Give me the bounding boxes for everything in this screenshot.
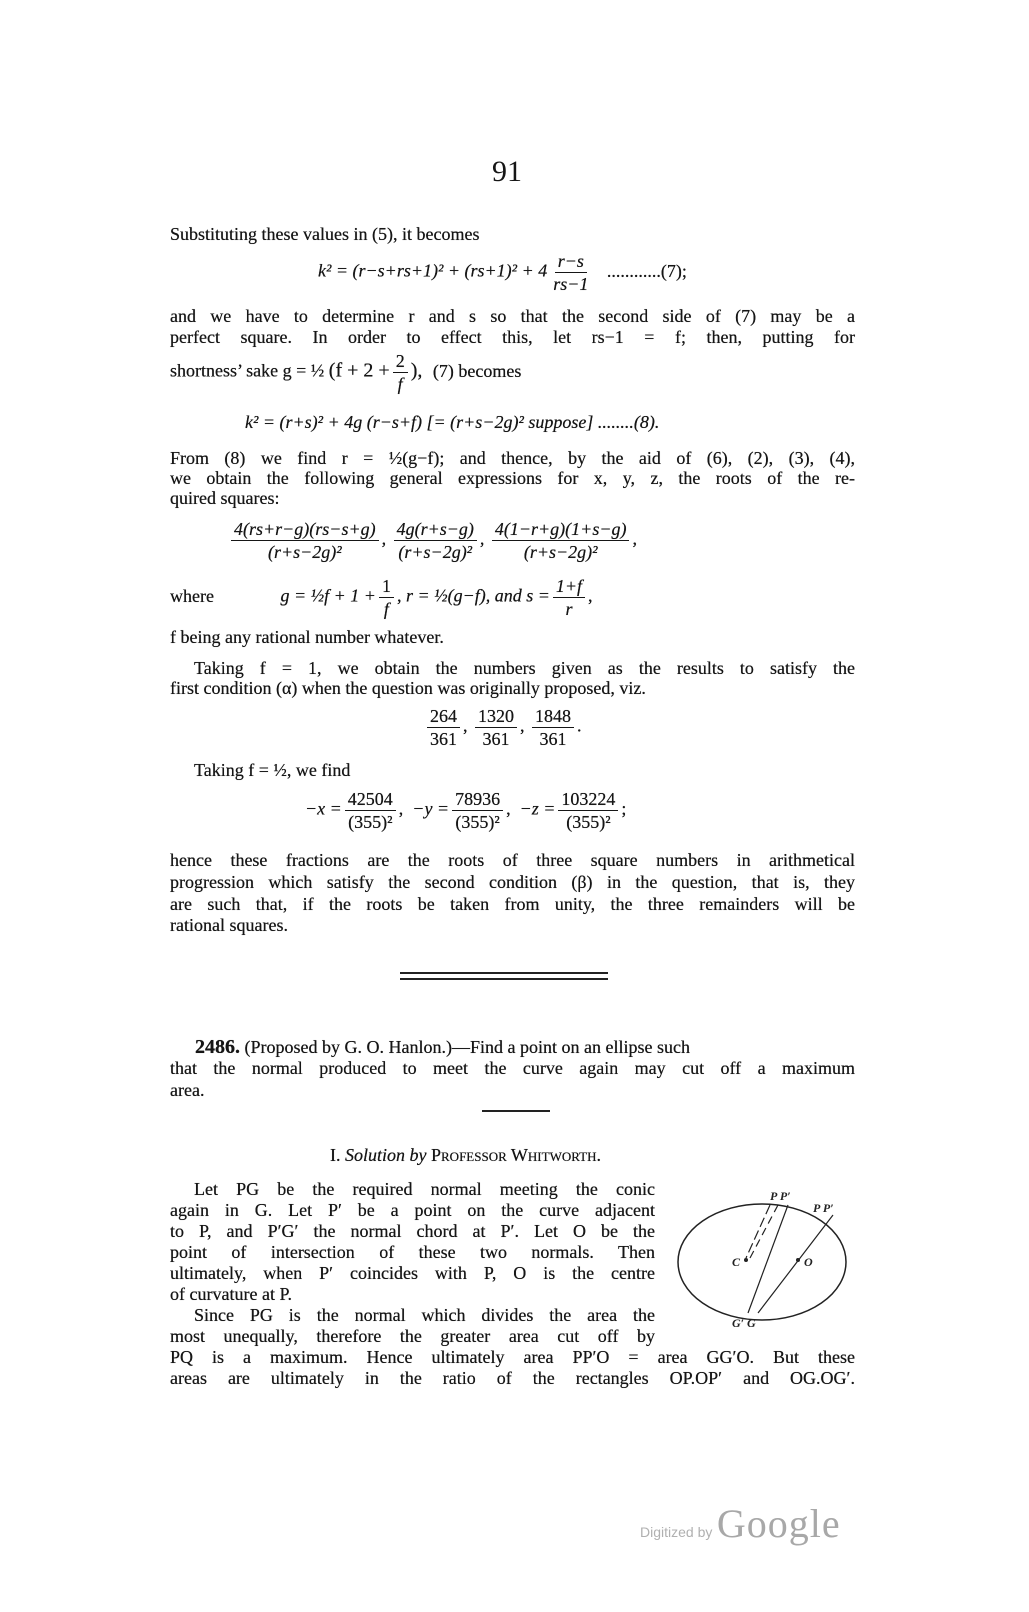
f1-frac-den: 361 [539,729,567,749]
para2-line3: quired squares: [170,488,280,508]
normal-pg [748,1205,788,1313]
where-g-den: f [383,599,389,619]
solution-heading [330,1145,1015,1166]
radius-cp-prime [750,1205,778,1258]
para4-line4: rational squares. [170,915,288,935]
f1-frac-den: 361 [430,729,457,749]
solution-line: areas are ultimately in the ratio of the rectangles OP.OP′ and OG.OG′. [170,1368,855,1388]
problem-line2: that the normal produced to meet the curve again may cut off a maximum [170,1058,855,1078]
frac-z-den: (r+s−2g)² [523,542,598,562]
general-expressions: $\frac{4(rs+r-g)(rs-s+g)}{\text{(r+s−2g)²}}$ , $\frac{4g(r+s-g)}{\text{(r+s−2g)²}}$ , $\frac{4(1-r+g)(1+s-g)}{\text{(r+s−2g)²}}$ , [228,518,637,563]
heading-italic: Solution by [345,1145,427,1165]
shortness-post: (7) becomes [432,360,522,381]
problem-number: 2486. [195,1036,240,1058]
para4-line3: are such that, if the roots be taken from unity, the three remainders will be [170,894,855,914]
shortness-num: 2 [393,350,408,373]
page-number: 91 [492,155,522,188]
problem-line3: area. [170,1080,205,1100]
point-o [796,1258,800,1262]
label-c: C [732,1255,741,1269]
para4-line2: progression which satisfy the second condition (β) in the question, that is, they [170,872,855,892]
problem-text: (Proposed by G. O. Hanlon.)—Find a point on an ellipse such [244,1037,690,1057]
f1-frac-num: 264 [427,705,460,728]
solution-line: again in G. Let P′ be a point on the curve adjacent [170,1200,655,1220]
root-y-lhs: −y = [412,798,450,819]
where-line: where g = ½f + 1 + $\frac{1}{f}$ , r = ½(g−f), and s = $\frac{1+f}{r}$ , [170,576,593,619]
solution-line: Let PG be the required normal meeting the conic [194,1179,655,1199]
shortness-close: ), [410,359,423,382]
frac-y-den: (r+s−2g)² [398,542,473,562]
where-g: g = ½f + 1 + [280,585,376,606]
taking-half-line: Taking f = ½, we find [194,760,351,780]
para4-line1: hence these fractions are the roots of three square numbers in arithmetical [170,850,855,870]
solution-line: of curvature at P. [170,1284,292,1304]
ellipse-normal-figure [670,1180,860,1330]
label-gg: G′ G [732,1316,756,1330]
para3-line2: first condition (α) when the question was originally proposed, viz. [170,678,646,698]
solution-line: Since PG is the normal which divides the area the [194,1305,655,1325]
problem-line1 [195,1037,855,1058]
root-x-den: (355)² [348,812,393,832]
heading-author: Professor Whitworth. [431,1145,601,1165]
root-x-num: 42504 [345,788,396,811]
root-x-lhs: −x = [305,798,342,819]
para2-line1: From (8) we find r = ½(g−f); and thence, by the aid of (6), (2), (3), (4), [170,448,855,468]
para2-line2: we obtain the following general expressions for x, y, z, the roots of the re- [170,468,855,488]
label-o: O [804,1255,813,1269]
eq7-num: r−s [555,250,587,273]
shortness-inner: (f + 2 + [328,359,390,382]
solution-line: to P, and P′G′ the normal chord at P′. Let O be the [170,1221,655,1241]
f-any-line: f being any rational number whatever. [170,627,444,647]
where-g-num: 1 [379,575,394,598]
f1-frac-den: 361 [482,729,510,749]
where-r: , r = ½(g−f), and s = [396,585,550,606]
eq7-lhs: k² = (r−s+rs+1)² + (rs+1)² + 4 [318,260,548,281]
section-divider-bottom [400,978,608,980]
heading-num: I. [330,1145,341,1165]
frac-y-num: 4g(r+s−g) [394,518,477,541]
solution-line: PQ is a maximum. Hence ultimately area PP′O = area GG′O. But these [170,1347,855,1367]
google-watermark [640,1500,841,1547]
equation-7 [318,250,687,295]
solution-line: ultimately, when P′ coincides with P, O is the centre [170,1263,655,1283]
root-z-den: (355)² [566,812,611,832]
half-roots: −x = $\frac{42504}{\text{(355)²}}$ , −y = $\frac{78936}{\text{(355)²}}$ , −z = $\frac{103224}{\text{(355)²}}$ ; [305,789,627,832]
normal-pg-prime [758,1215,833,1313]
frac-z-num: 4(1−r+g)(1+s−g) [492,518,630,541]
where-s-num: 1+f [553,575,585,598]
solution-line: point of intersection of these two normals. Then [170,1242,655,1262]
solution-line: most unequally, therefore the greater area cut off by [170,1326,655,1346]
root-y-num: 78936 [452,788,503,811]
watermark-logo: Google [716,1501,841,1546]
root-z-num: 103224 [558,788,618,811]
equation-8: k² = (r+s)² + 4g (r−s+f) [= (r+s−2g)² suppose] ........(8). [245,412,660,432]
f1-frac-num: 1320 [475,705,517,728]
radius-cp [746,1205,770,1258]
label-pp-right: P P′ [813,1201,834,1215]
eq7-den: rs−1 [553,274,589,294]
f1-frac-num: 1848 [532,705,574,728]
f1-fractions: $\frac{264}{361}$ , $\frac{1320}{361}$ , $\frac{1848}{361}$ . [424,705,582,750]
root-z-lhs: −z = [519,798,556,819]
para3-line1: Taking f = 1, we obtain the numbers given as the results to satisfy the [194,658,855,678]
label-pp-top: P P′ [770,1189,791,1203]
shortness-pre: shortness’ sake g = ½ [170,360,325,381]
watermark-small: Digitized by [640,1524,713,1540]
section-divider-top [400,972,608,974]
short-divider [482,1110,550,1112]
centre-point [744,1258,748,1262]
eq7-tag: ............(7); [606,260,687,281]
frac-x-num: 4(rs+r−g)(rs−s+g) [231,518,379,541]
intro-line: Substituting these values in (5), it becomes [170,224,480,244]
frac-x-den: (r+s−2g)² [267,542,342,562]
shortness-line [170,350,521,395]
shortness-den: f [397,374,403,394]
where-label: where [170,585,214,606]
para1-line2: perfect square. In order to effect this, let rs−1 = f; then, putting for [170,327,855,347]
root-y-den: (355)² [455,812,500,832]
where-s-den: r [565,599,573,619]
para1-line1: and we have to determine r and s so that the second side of (7) may be a [170,306,855,326]
